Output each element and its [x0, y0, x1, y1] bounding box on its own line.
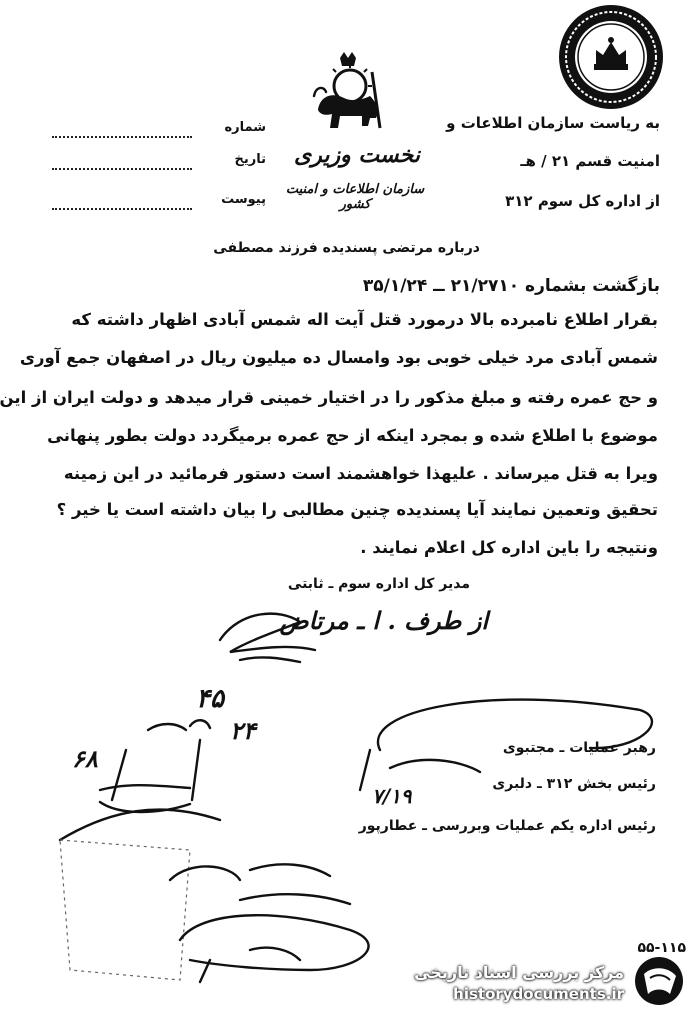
body-line-3: و حج عمره رفته و مبلغ مذکور را در اختیار خمینی قرار میدهد و دولت ایران از این [0, 388, 658, 407]
history-documents-logo-icon [630, 954, 688, 1008]
body-line-1: بقرار اطلاع نامبرده بالا درمورد قتل آیت اله شمس آبادی اظهار داشته که [71, 310, 658, 329]
recipient-line: به ریاست سازمان اطلاعات و [446, 114, 660, 132]
handwritten-number-3: ۶۸ [72, 744, 98, 773]
body-line-6: تحقیق وتعمین نمایند آیا پسندیده چنین مطالبی را بیان داشته است یا خیر ؟ [56, 500, 658, 519]
date-field-label: تاریخ [234, 152, 266, 167]
director-signature-icon [210, 600, 330, 670]
subject-line: درباره مرتضی پسندیده فرزند مصطفی [213, 240, 480, 256]
savak-stamp: سازمان اطلاعات و امنیت کشور [285, 182, 425, 212]
handwritten-number-1: ۴۵ [196, 684, 224, 714]
distribution-line-3: رئیس اداره یکم عملیات وبررسی ـ عطارپور [358, 818, 656, 834]
body-line-2: شمس آبادی مرد خیلی خوبی بود وامسال ده میلیون ریال در اصفهان جمع آوری [19, 348, 658, 367]
distribution-line-2: رئیس بخش ۳۱۲ ـ دلبری [492, 776, 656, 792]
distribution-line-1: رهبر عملیات ـ مجتبوی [502, 740, 656, 756]
handwritten-number-2: ۲۴ [230, 716, 256, 745]
body-line-4: موضوع با اطلاع شده و بمجرد اینکه از حج عمره برمیگردد دولت بطور پنهانی [47, 426, 658, 445]
document-number: ۵۵-۱۱۵ [637, 940, 686, 956]
prime-ministry-stamp: نخست وزیری [294, 142, 420, 168]
director-title: مدیر کل اداره سوم ـ ثابتی [287, 576, 470, 592]
attachment-field-label: پیوست [221, 192, 266, 207]
body-line-7: ونتیجه را باین اداره کل اعلام نمایند . [360, 538, 658, 557]
watermark-name: مرکز بررسی اسناد تاریخی [414, 963, 624, 982]
lion-and-sun-emblem-icon [310, 52, 388, 136]
number-field-label: شماره [224, 120, 266, 135]
handwritten-on-behalf: از طرف . ا ـ مرتاض [279, 606, 488, 635]
distribution-date-mark: ۷/۱۹ [372, 784, 412, 808]
reference-line: بازگشت بشماره ۲۱/۲۷۱۰ ــ ۳۵/۱/۲۴ [362, 276, 660, 296]
from-department-line: از اداره کل سوم ۳۱۲ [505, 192, 660, 210]
date-field-line [52, 168, 192, 170]
reference-class-line: امنیت قسم ۲۱ / هـ [520, 152, 660, 170]
attachment-field-line [52, 208, 192, 210]
bottom-handwritten-notes-icon [50, 820, 450, 990]
number-field-line [52, 136, 192, 138]
watermark-url: historydocuments.ir [453, 985, 624, 1003]
round-seal-icon [556, 2, 666, 112]
body-line-5: ویرا به قتل میرساند . علیهذا خواهشمند است دستور فرمائید در این زمینه [63, 464, 658, 483]
